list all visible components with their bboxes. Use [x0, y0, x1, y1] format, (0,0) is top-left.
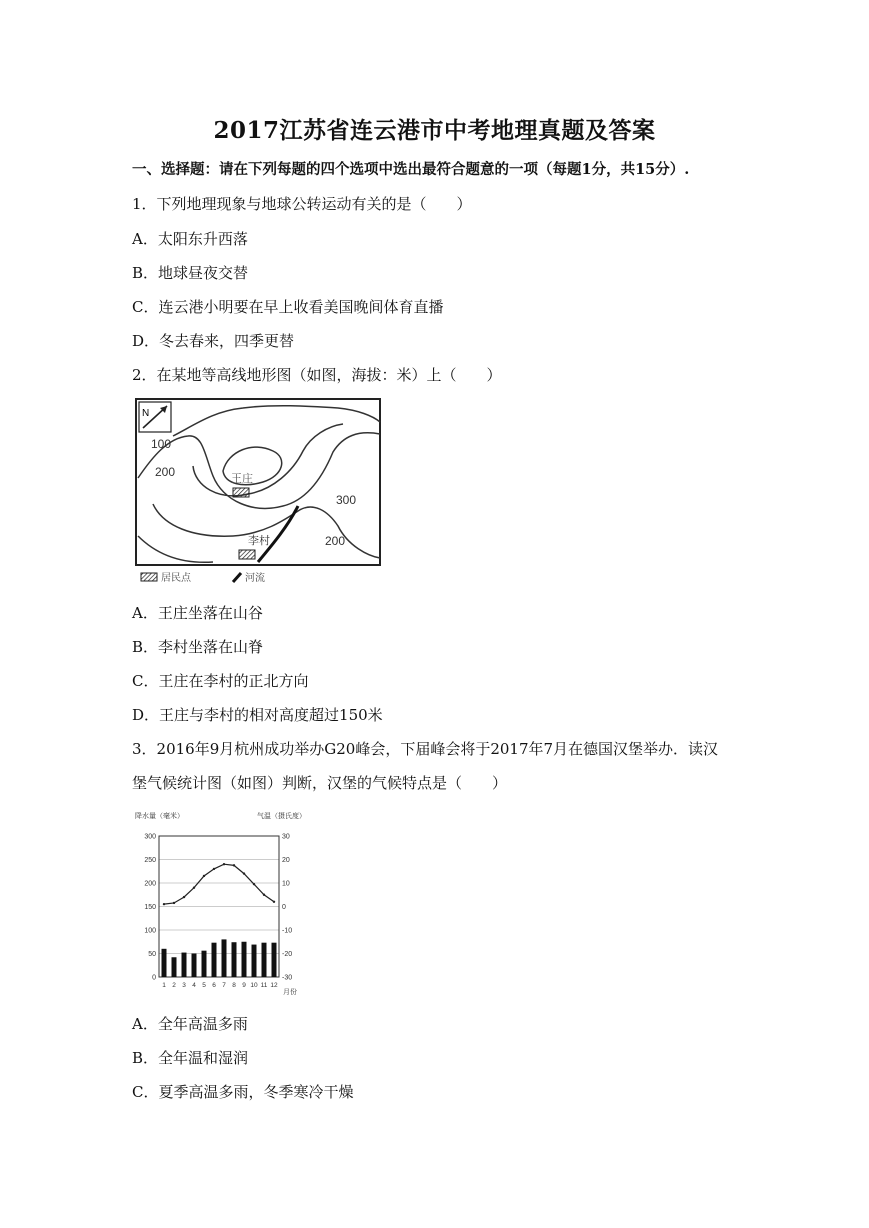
- contour-label-300: 300: [336, 493, 357, 507]
- q3-option-b: B．全年温和湿润: [132, 1049, 249, 1067]
- x-tick-label: 10: [250, 982, 258, 989]
- legend-settlement-swatch: [141, 573, 157, 581]
- y-tick-label: 100: [144, 927, 156, 935]
- x-tick-label: 5: [202, 982, 206, 989]
- precipitation-bar: [262, 943, 267, 977]
- precipitation-bar: [232, 942, 237, 977]
- temperature-point: [173, 902, 175, 904]
- temperature-point: [193, 887, 195, 889]
- x-tick-label: 7: [222, 982, 226, 989]
- x-tick-label: 12: [270, 982, 278, 989]
- temperature-point: [243, 872, 245, 874]
- y2-tick-label: 0: [282, 904, 286, 911]
- y2-tick-label: 10: [282, 880, 290, 888]
- section-heading: 一、选择题：请在下列每题的四个选项中选出最符合题意的一项（每题1分，共15分）.: [132, 161, 690, 178]
- contour-label-200: 200: [155, 465, 176, 479]
- q2-option-b: B．李村坐落在山脊: [132, 638, 264, 656]
- y2-tick-label: 30: [282, 833, 290, 841]
- question-2-stem: 2．在某地等高线地形图（如图，海拔：米）上（ ）: [132, 366, 502, 384]
- precipitation-bar: [242, 942, 247, 977]
- q1-option-c: C．连云港小明要在早上收看美国晚间体育直播: [132, 298, 444, 316]
- x-tick-label: 3: [182, 982, 186, 989]
- legend-river-swatch: [233, 573, 241, 582]
- temperature-point: [273, 901, 275, 903]
- temperature-point: [223, 863, 225, 865]
- precipitation-bar: [192, 954, 197, 978]
- y-tick-label: 50: [148, 951, 156, 958]
- q2-option-c: C．王庄在李村的正北方向: [132, 672, 309, 690]
- place-label-licun: 李村: [248, 534, 270, 547]
- y2-tick-label: 20: [282, 857, 290, 864]
- legend-settlement-label: 居民点: [161, 573, 191, 584]
- y2-tick-label: -20: [282, 951, 293, 958]
- q1-option-a: A．太阳东升西落: [132, 230, 248, 248]
- precipitation-bar: [202, 951, 207, 977]
- settlement-licun: [239, 550, 255, 559]
- contour-map: [133, 396, 383, 588]
- contour-line-300: [193, 424, 343, 496]
- settlement-wangzhuang: [233, 488, 249, 497]
- place-label-wangzhuang: 王庄: [231, 472, 253, 485]
- temperature-point: [263, 894, 265, 896]
- question-3-stem-line2: 堡气候统计图（如图）判断，汉堡的气候特点是（ ）: [132, 774, 508, 792]
- precipitation-bar: [182, 953, 187, 977]
- temperature-line: [164, 864, 274, 904]
- contour-label-200-lower: 200: [325, 534, 346, 548]
- y-tick-label: 300: [144, 833, 156, 841]
- x-tick-label: 6: [212, 982, 216, 989]
- q1-option-b: B．地球昼夜交替: [132, 264, 249, 282]
- precipitation-bar: [272, 943, 277, 977]
- x-tick-label: 4: [192, 982, 196, 989]
- climate-chart: [133, 806, 313, 1002]
- y-tick-label: 0: [152, 974, 156, 982]
- legend-river-label: 河流: [245, 573, 265, 584]
- x-tick-label: 8: [232, 982, 236, 989]
- temperature-point: [213, 868, 215, 870]
- x-tick-label: 1: [162, 982, 166, 989]
- x-tick-label: 2: [172, 982, 176, 989]
- q3-option-a: A．全年高温多雨: [132, 1015, 248, 1033]
- contour-label-100: 100: [151, 437, 172, 451]
- q2-option-a: A．王庄坐落在山谷: [132, 604, 263, 622]
- x-tick-label: 11: [260, 982, 268, 989]
- contour-line-bottom: [138, 536, 213, 562]
- north-label: N: [142, 408, 150, 419]
- x-tick-label: 9: [242, 982, 246, 989]
- temperature-point: [203, 875, 205, 877]
- contour-line-100: [173, 406, 380, 436]
- y-tick-label: 200: [144, 880, 156, 888]
- q3-option-c: C．夏季高温多雨，冬季寒冷干燥: [132, 1083, 354, 1101]
- precipitation-bar: [252, 945, 257, 977]
- q1-option-d: D．冬去春来，四季更替: [132, 332, 295, 350]
- q2-option-d: D．王庄与李村的相对高度超过150米: [132, 706, 383, 724]
- precipitation-bar: [222, 939, 227, 977]
- precipitation-bar: [172, 957, 177, 977]
- temperature-point: [253, 883, 255, 885]
- chart-xlabel: 月份: [283, 988, 297, 996]
- chart-ylabel: 降水量（毫米）: [135, 812, 184, 820]
- y2-tick-label: -30: [282, 974, 293, 982]
- temperature-point: [183, 896, 185, 898]
- precipitation-bar: [162, 949, 167, 977]
- question-3-stem-line1: 3．2016年9月杭州成功举办G20峰会，下届峰会将于2017年7月在德国汉堡举办．读汉: [132, 740, 719, 758]
- page-title: 2017江苏省连云港市中考地理真题及答案: [213, 117, 656, 144]
- temperature-point: [163, 903, 165, 905]
- y2-tick-label: -10: [282, 927, 293, 935]
- y-tick-label: 250: [144, 857, 156, 864]
- chart-y2label: 气温（摄氏度）: [257, 812, 306, 820]
- temperature-point: [233, 864, 235, 866]
- precipitation-bar: [212, 943, 217, 977]
- question-1-stem: 1．下列地理现象与地球公转运动有关的是（ ）: [132, 195, 472, 213]
- y-tick-label: 150: [144, 904, 156, 911]
